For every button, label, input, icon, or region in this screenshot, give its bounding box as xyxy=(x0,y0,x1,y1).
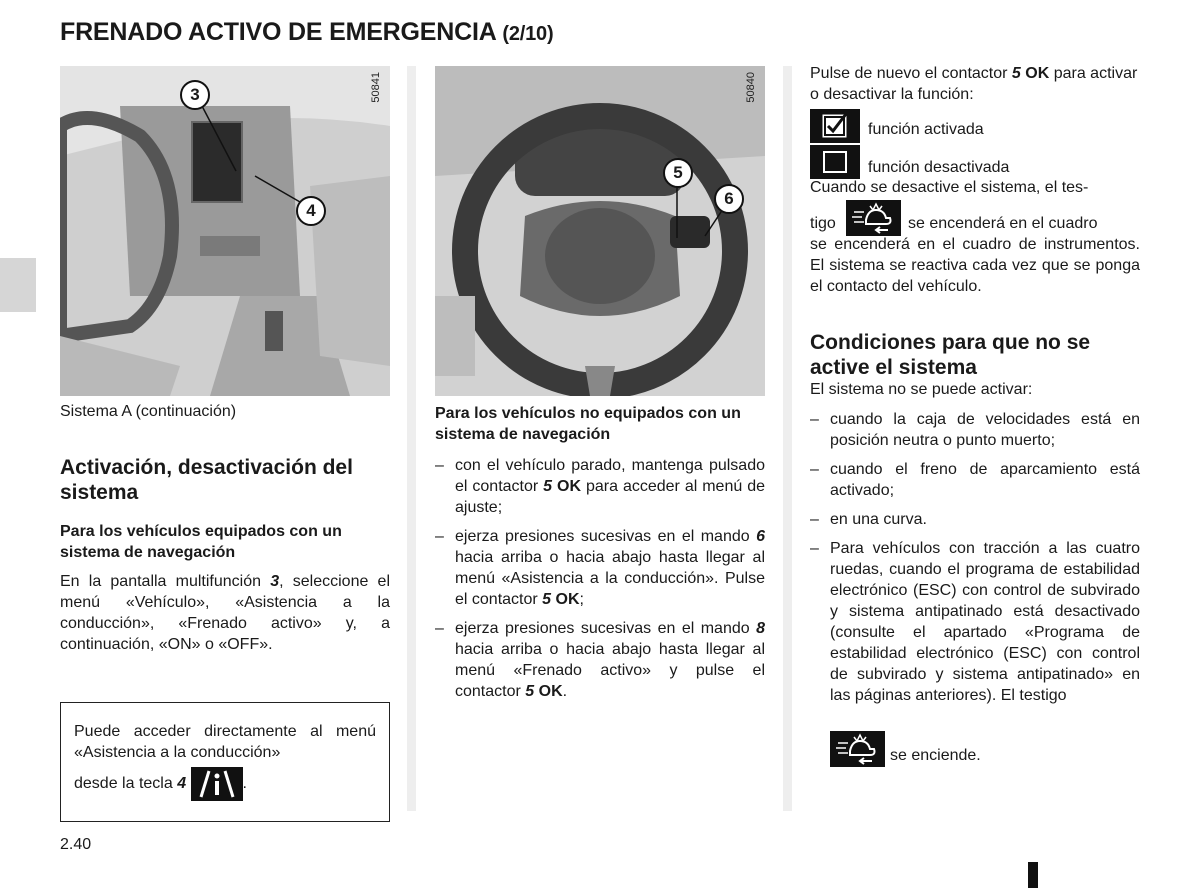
column-divider xyxy=(407,66,416,811)
dashboard-photo xyxy=(60,66,390,396)
page-edge-marker xyxy=(1028,862,1038,888)
conditions-lead: El sistema no se puede activar: xyxy=(810,381,1033,398)
conditions-list xyxy=(810,409,1140,714)
subheading-without-nav: Para los vehículos no equipados con un sistema de navegación xyxy=(435,405,741,443)
note-text: Puede acceder directamente al menú «Asistencia a la conducción» xyxy=(74,723,376,761)
lane-assist-key-icon xyxy=(191,767,243,801)
callout-5: 5 xyxy=(663,158,693,188)
list-item: – cuando el freno de aparcamiento está activado; xyxy=(810,461,1140,499)
figure-caption: Sistema A (continuación) xyxy=(60,403,237,420)
emergency-braking-warning-icon xyxy=(830,731,885,767)
photo-reference-code: 50841 xyxy=(370,72,382,103)
deactivated-line-1: Cuando se desactive el sistema, el tes- xyxy=(810,179,1089,196)
column-divider xyxy=(783,66,792,811)
warning-light-line xyxy=(810,198,1140,238)
checkbox-empty-icon xyxy=(810,145,860,179)
list-item: – en una curva. xyxy=(810,511,927,528)
list-item: – cuando la caja de velocidades está en posición neutra o punto muerto; xyxy=(810,411,1140,449)
callout-3: 3 xyxy=(180,80,210,110)
section-heading: Activación, desactivación del sistema xyxy=(60,456,353,504)
note-key-line: desde la tecla 4 . xyxy=(74,767,376,801)
checkbox-checked-icon xyxy=(810,109,860,143)
nav-instructions: En la pantalla multifunción 3, seleccione el menú «Vehículo», «Asistencia a la conducción», «Frenado activo» y, a continuación, «ON» o «OFF». xyxy=(60,573,391,653)
conditions-heading: Condiciones para que no se active el sistema xyxy=(810,331,1091,379)
status-deactivated-label: función desactivada xyxy=(868,159,1010,176)
steering-wheel-photo xyxy=(435,66,765,396)
chapter-tab xyxy=(0,258,36,312)
warning-text-testigo: tigo xyxy=(810,215,836,232)
note-box xyxy=(60,702,390,822)
callout-6: 6 xyxy=(714,184,744,214)
page-title xyxy=(60,18,553,47)
list-item: – ejerza presiones sucesivas en el mando 8 hacia arriba o hacia abajo hasta llegar al menú «Frenado activo» y pulse el contactor 5 OK. xyxy=(435,620,765,700)
no-nav-steps xyxy=(435,455,765,710)
list-item: – Para vehículos con tracción a las cuatro ruedas, cuando el programa de estabilidad electrónico (ESC) con control de subvirado y sistema antipatinado está desactivado (consulte el apartado «Programa de estabilidad electrónico (ESC) con control de subvirado y sistema antipatinado» en las páginas anteriores). El testigo xyxy=(810,540,1140,704)
toggle-intro: Pulse de nuevo el contactor 5 OK para activar o desactivar la función: xyxy=(810,65,1138,103)
status-activated-label: función activada xyxy=(868,121,984,138)
page-fraction: (2/10) xyxy=(502,23,554,45)
emergency-braking-warning-icon xyxy=(846,200,901,236)
closing-line xyxy=(830,731,1140,769)
photo-reference-code: 50840 xyxy=(745,72,757,103)
page-title-text: FRENADO ACTIVO DE EMERGENCIA xyxy=(60,18,496,46)
callout-4: 4 xyxy=(296,196,326,226)
warning-text-rest: se encenderá en el cuadro xyxy=(908,215,1098,232)
subheading-with-nav: Para los vehículos equipados con un sistema de navegación xyxy=(60,523,342,561)
deactivated-continuation: se encenderá en el cuadro de instrumentos. El sistema se reactiva cada vez que se ponga el contacto del vehículo. xyxy=(810,236,1140,295)
list-item: – con el vehículo parado, mantenga pulsado el contactor 5 OK para acceder al menú de ajuste; xyxy=(435,457,765,516)
status-deactivated-row xyxy=(810,145,1140,179)
closing-text: se enciende. xyxy=(890,747,981,764)
list-item: – ejerza presiones sucesivas en el mando 6 hacia arriba o hacia abajo hasta llegar al menú «Asistencia a la conducción». Pulse el contactor 5 OK; xyxy=(435,528,765,608)
page-number: 2.40 xyxy=(60,836,92,853)
status-activated-row xyxy=(810,109,1140,143)
